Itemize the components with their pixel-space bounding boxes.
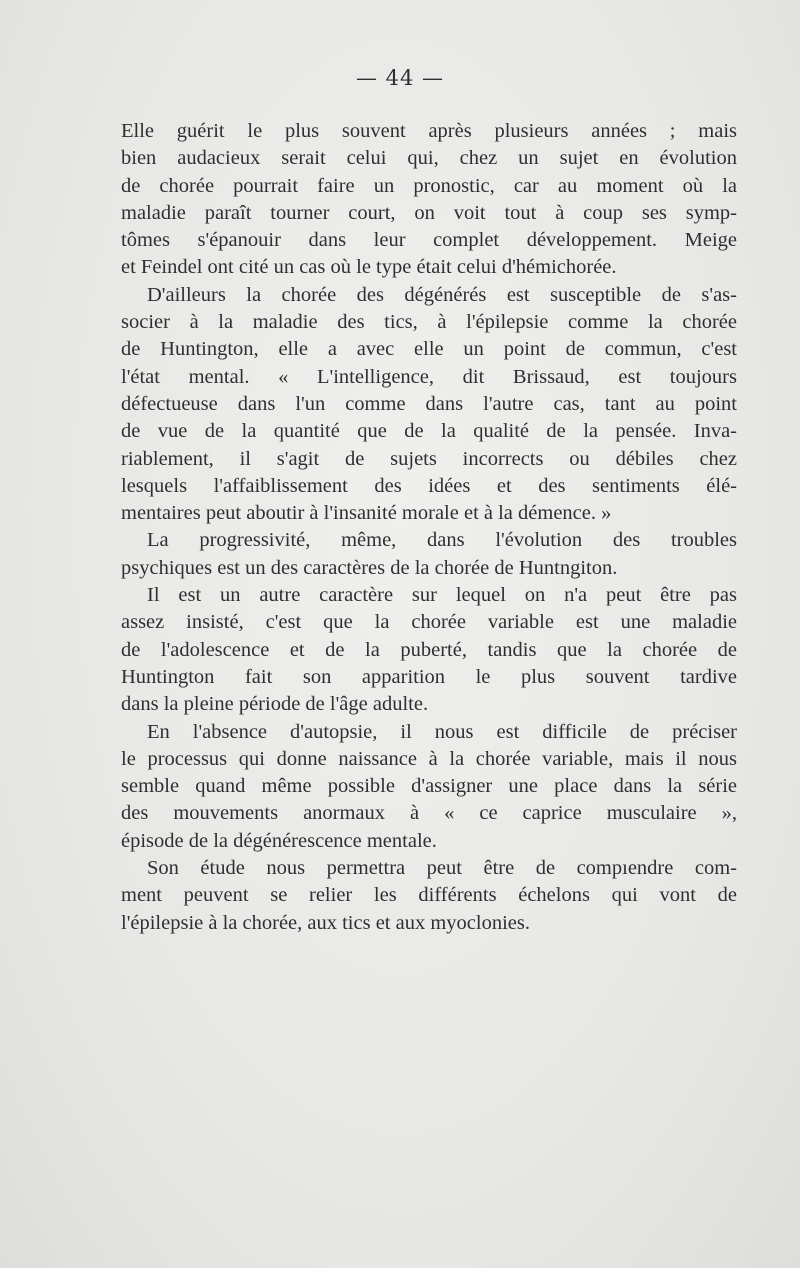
text-line: des mouvements anormaux à « ce caprice musculaire », <box>121 802 737 825</box>
text-line: tômes s'épanouir dans leur complet développement. Meige <box>121 229 737 252</box>
text-line: En l'absence d'autopsie, il nous est difficile de préciser <box>147 720 737 743</box>
text-line: Son étude nous permettra peut être de compıendre com- <box>147 857 737 880</box>
text-line: et Feindel ont cité un cas où le type était celui d'hémichorée. <box>121 256 617 279</box>
text-line: socier à la maladie des tics, à l'épilepsie comme la chorée <box>121 311 737 334</box>
body-text <box>121 118 737 937</box>
text-line: de Huntington, elle a avec elle un point de commun, c'est <box>121 338 737 361</box>
text-line: de vue de la quantité que de la qualité de la pensée. Inva- <box>121 420 737 443</box>
page-number: — 44 — <box>355 66 445 90</box>
text-line: Elle guérit le plus souvent après plusieurs années ; mais <box>121 120 737 142</box>
text-line: psychiques est un des caractères de la chorée de Huntngiton. <box>121 556 618 579</box>
text-line: assez insisté, c'est que la chorée variable est une maladie <box>121 611 737 634</box>
text-line: l'épilepsie à la chorée, aux tics et aux myoclonies. <box>121 911 530 934</box>
text-line: mentaires peut aboutir à l'insanité morale et à la démence. » <box>121 502 612 525</box>
text-line: le processus qui donne naissance à la chorée variable, mais il nous <box>121 747 737 770</box>
text-line: dans la pleine période de l'âge adulte. <box>121 693 429 716</box>
text-line: D'ailleurs la chorée des dégénérés est susceptible de s'as- <box>147 283 737 306</box>
text-line: maladie paraît tourner court, on voit tout à coup ses symp- <box>121 201 737 224</box>
text-line: l'état mental. « L'intelligence, dit Brissaud, est toujours <box>121 365 737 388</box>
text-line: La progressivité, même, dans l'évolution des troubles <box>147 529 737 552</box>
text-line: épisode de la dégénérescence mentale. <box>121 829 437 852</box>
text-line: bien audacieux serait celui qui, chez un sujet en évolution <box>121 147 737 170</box>
text-line: défectueuse dans l'un comme dans l'autre cas, tant au point <box>121 392 737 415</box>
text-line: lesquels l'affaiblissement des idées et des sentiments élé- <box>121 474 737 497</box>
text-line: semble quand même possible d'assigner une place dans la série <box>121 775 737 798</box>
text-line: de chorée pourrait faire un pronostic, car au moment où la <box>121 174 737 197</box>
text-line: ment peuvent se relier les différents échelons qui vont de <box>121 884 737 907</box>
text-line: de l'adolescence et de la puberté, tandis que la chorée de <box>121 638 737 661</box>
text-line: Huntington fait son apparition le plus souvent tardive <box>121 665 737 688</box>
text-line: Il est un autre caractère sur lequel on n'a peut être pas <box>147 584 737 607</box>
text-line: riablement, il s'agit de sujets incorrects ou débiles chez <box>121 447 737 470</box>
